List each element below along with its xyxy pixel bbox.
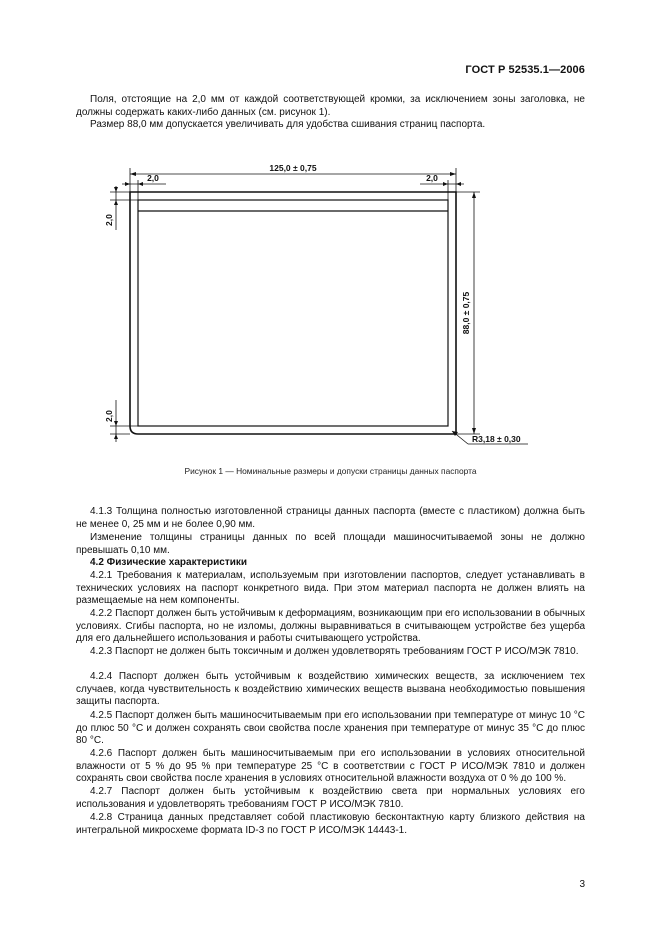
page-number: 3 [579,879,585,890]
body-paragraph: 4.2.7 Паспорт должен быть устойчивым к воздействию света при нормальных условиях его использования и удовлетворять требованиям ГОСТ Р ИСО/МЭК 7810. [76,786,585,810]
body-paragraph: 4.2.8 Страница данных представляет собой пластиковую бесконтактную карту близкого действия на интегральной микросхеме формата ID-3 по ГОСТ Р ИСО/МЭК 14443-1. [76,812,585,836]
document-header: ГОСТ Р 52535.1—2006 [465,64,585,76]
section-heading: 4.2 Физические характеристики [90,557,248,568]
body-paragraph: 4.2.3 Паспорт не должен быть токсичным и должен удовлетворять требованиям ГОСТ Р ИСО/МЭК 7810. [90,646,579,657]
body-paragraph: Изменение толщины страницы данных по всей площади машиносчитываемой зоны не должно превышать 0,10 мм. [76,532,585,556]
body-paragraph: 4.2.2 Паспорт должен быть устойчивым к деформациям, возникающим при его использовании в обычных условиях. Сгибы паспорта, но не изломы, должны выравниваться в считывающем устройстве без ущерба для его дальнейшего использования и работы считывающего устройства. [76,608,585,644]
dimension-radius-label: R3,18 ± 0,30 [472,434,521,444]
figure-caption: Рисунок 1 — Номинальные размеры и допуски страницы данных паспорта [184,466,477,476]
body-paragraph: 4.2.1 Требования к материалам, используемым при изготовлении паспортов, следует устанавливать в технических условиях на паспорт конкретного вида. При этом материал паспорта не должен влиять на размещаемые на нем компоненты. [76,570,585,606]
dimension-margin-right-label: 2,0 [426,173,438,183]
body-paragraph: 4.1.3 Толщина полностью изготовленной страницы данных паспорта (вместе с пластиком) должна быть не менее 0, 25 мм и не более 0,90 мм. [76,506,585,530]
body-paragraph: 4.2.6 Паспорт должен быть машиносчитываемым при его использовании в условиях относительной влажности от 5 % до 95 % при температуре 25 °С в соответствии с ГОСТ Р ИСО/МЭК 7810 и должен сохранять свои свойства после хранения в условиях относительной влажности воздуха от 0 % до 100 %. [76,748,585,784]
dimension-margin-bottom-label: 2,0 [104,410,114,422]
inner-margin-frame [138,200,448,426]
body-paragraph: 4.2.4 Паспорт должен быть устойчивым к воздействию химических веществ, за исключением тех случаев, когда чувствительность к воздействию химических веществ вызвана необходимостью повышения защиты паспорта. [76,671,585,707]
intro-paragraph: Размер 88,0 мм допускается увеличивать для удобства сшивания страниц паспорта. [90,119,486,130]
intro-paragraph: Поля, отстоящие на 2,0 мм от каждой соответствующей кромки, за исключением зоны заголовка, не должны содержать каких-либо данных (см. рисунок 1). [76,94,585,118]
dimension-height-label: 88,0 ± 0,75 [461,291,471,335]
body-paragraph: 4.2.5 Паспорт должен быть машиносчитываемым при его использовании при температуре от минус 10 °С до плюс 50 °С и должен сохранять свои свойства после хранения при температуре от минус 35 °С до плюс 80 °С. [76,710,585,746]
dimension-margin-top-label: 2,0 [104,214,114,226]
page-outline [130,192,456,434]
dimension-margin-left-label: 2,0 [147,173,159,183]
dimension-width-label: 125,0 ± 0,75 [269,163,317,173]
